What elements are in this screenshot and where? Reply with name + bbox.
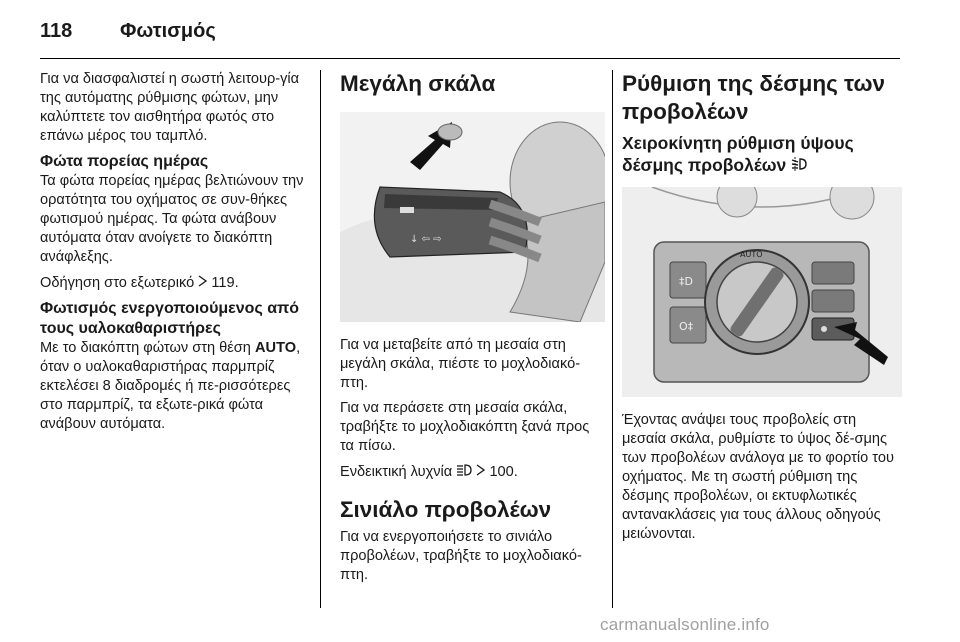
wiper-body-post: , όταν ο υαλοκαθαριστήρας παρμπρίζ εκτελέσει 8 διαδρομές ή πε-ρισσότερες στο παρμπρίζ, τα εξωτε-ρικά φώτα ανάβουν αυτόματα. — [40, 340, 301, 432]
watermark: carmanualsonline.info — [600, 615, 770, 634]
auto-label: AUTO — [255, 340, 297, 356]
svg-text:↓ ⇦ ⇨: ↓ ⇦ ⇨ — [410, 234, 442, 245]
column-divider-2 — [612, 70, 613, 608]
flash-paragraph: Για να ενεργοποιήσετε το σινιάλο προβολέων, τραβήξτε το μοχλοδιακό-πτη. — [340, 529, 582, 583]
high-beam-p3 — [340, 462, 605, 482]
manual-range-heading-text: Χειροκίνητη ρύθμιση ύψους δέσμης προβολέων — [622, 133, 854, 175]
lever-illustration — [340, 112, 605, 322]
high-beam-p2: Για να περάσετε στη μεσαία σκάλα, τραβήξτε το μοχλοδιακόπτη ξανά προς τα πίσω. — [340, 400, 590, 454]
manual-range-heading — [622, 132, 902, 177]
headlight-range-paragraph: Έχοντας ανάψει τους προβολείς στη μεσαία σκάλα, ρυθμίστε το ύψος δέ-σμης των προβολέων ανάλογα με το φορτίο του οχήματος. Με τη σωστή ρύθμιση της δέσμης προβολέων, οι εκτυφλωτικές αντανακλάσεις για τους άλλους οδηγούς μειώνονται. — [622, 412, 894, 542]
daylights-ref-page: 119. — [211, 275, 239, 291]
wiper-lights-paragraph — [40, 339, 310, 434]
page-title: Φωτισμός — [120, 20, 216, 42]
light-switch-panel-illustration — [622, 187, 902, 397]
page-ref-arrow-icon — [198, 273, 207, 292]
page-ref-arrow-icon — [476, 462, 485, 481]
svg-text:O‡: O‡ — [679, 320, 694, 333]
intro-paragraph: Για να διασφαλιστεί η σωστή λειτουρ-γία της αυτόματης ρύθμισης φώτων, μην καλύπτετε τον αισθητήρα φωτός στο επάνω μέρος του ταμπλό. — [40, 71, 300, 144]
high-beam-heading: Μεγάλη σκάλα — [340, 71, 496, 96]
high-beam-p1: Για να μεταβείτε από τη μεσαία στη μεγάλη σκάλα, πιέστε το μοχλοδιακό-πτη. — [340, 337, 581, 391]
column-1 — [40, 70, 310, 440]
svg-text:AUTO: AUTO — [740, 250, 763, 259]
lever-image — [340, 112, 605, 322]
daylights-reference — [40, 273, 310, 293]
headlight-range-icon — [791, 155, 807, 177]
column-divider-1 — [320, 70, 321, 608]
svg-text:‡D: ‡D — [679, 275, 693, 288]
indicator-ref-page: 100. — [489, 464, 518, 480]
daylights-heading: Φώτα πορείας ημέρας — [40, 153, 209, 170]
column-3 — [622, 70, 902, 550]
header-divider — [40, 58, 900, 59]
headlight-range-heading: Ρύθμιση της δέσμης των προβολέων — [622, 71, 885, 124]
wiper-lights-heading: Φωτισμός ενεργοποιούμενος από τους υαλοκαθαριστήρες — [40, 300, 300, 337]
wiper-body-pre: Με το διακόπτη φώτων στη θέση — [40, 340, 251, 356]
page-header — [0, 0, 960, 60]
light-switch-image — [622, 187, 902, 397]
high-beam-icon — [456, 462, 472, 481]
flash-heading: Σινιάλο προβολέων — [340, 497, 552, 522]
column-2 — [340, 70, 605, 591]
daylights-paragraph: Τα φώτα πορείας ημέρας βελτιώνουν την ορατότητα του οχήματος σε συν-θήκες φωτισμού ημέρας. Τα φώτα ανάβουν αυτόματα όταν ανοίγετε το διακόπτη ανάφλεξης. — [40, 173, 304, 265]
page-number: 118 — [40, 20, 73, 42]
indicator-text: Ενδεικτική λυχνία — [340, 464, 453, 480]
daylights-ref-text: Οδήγηση στο εξωτερικό — [40, 275, 195, 291]
